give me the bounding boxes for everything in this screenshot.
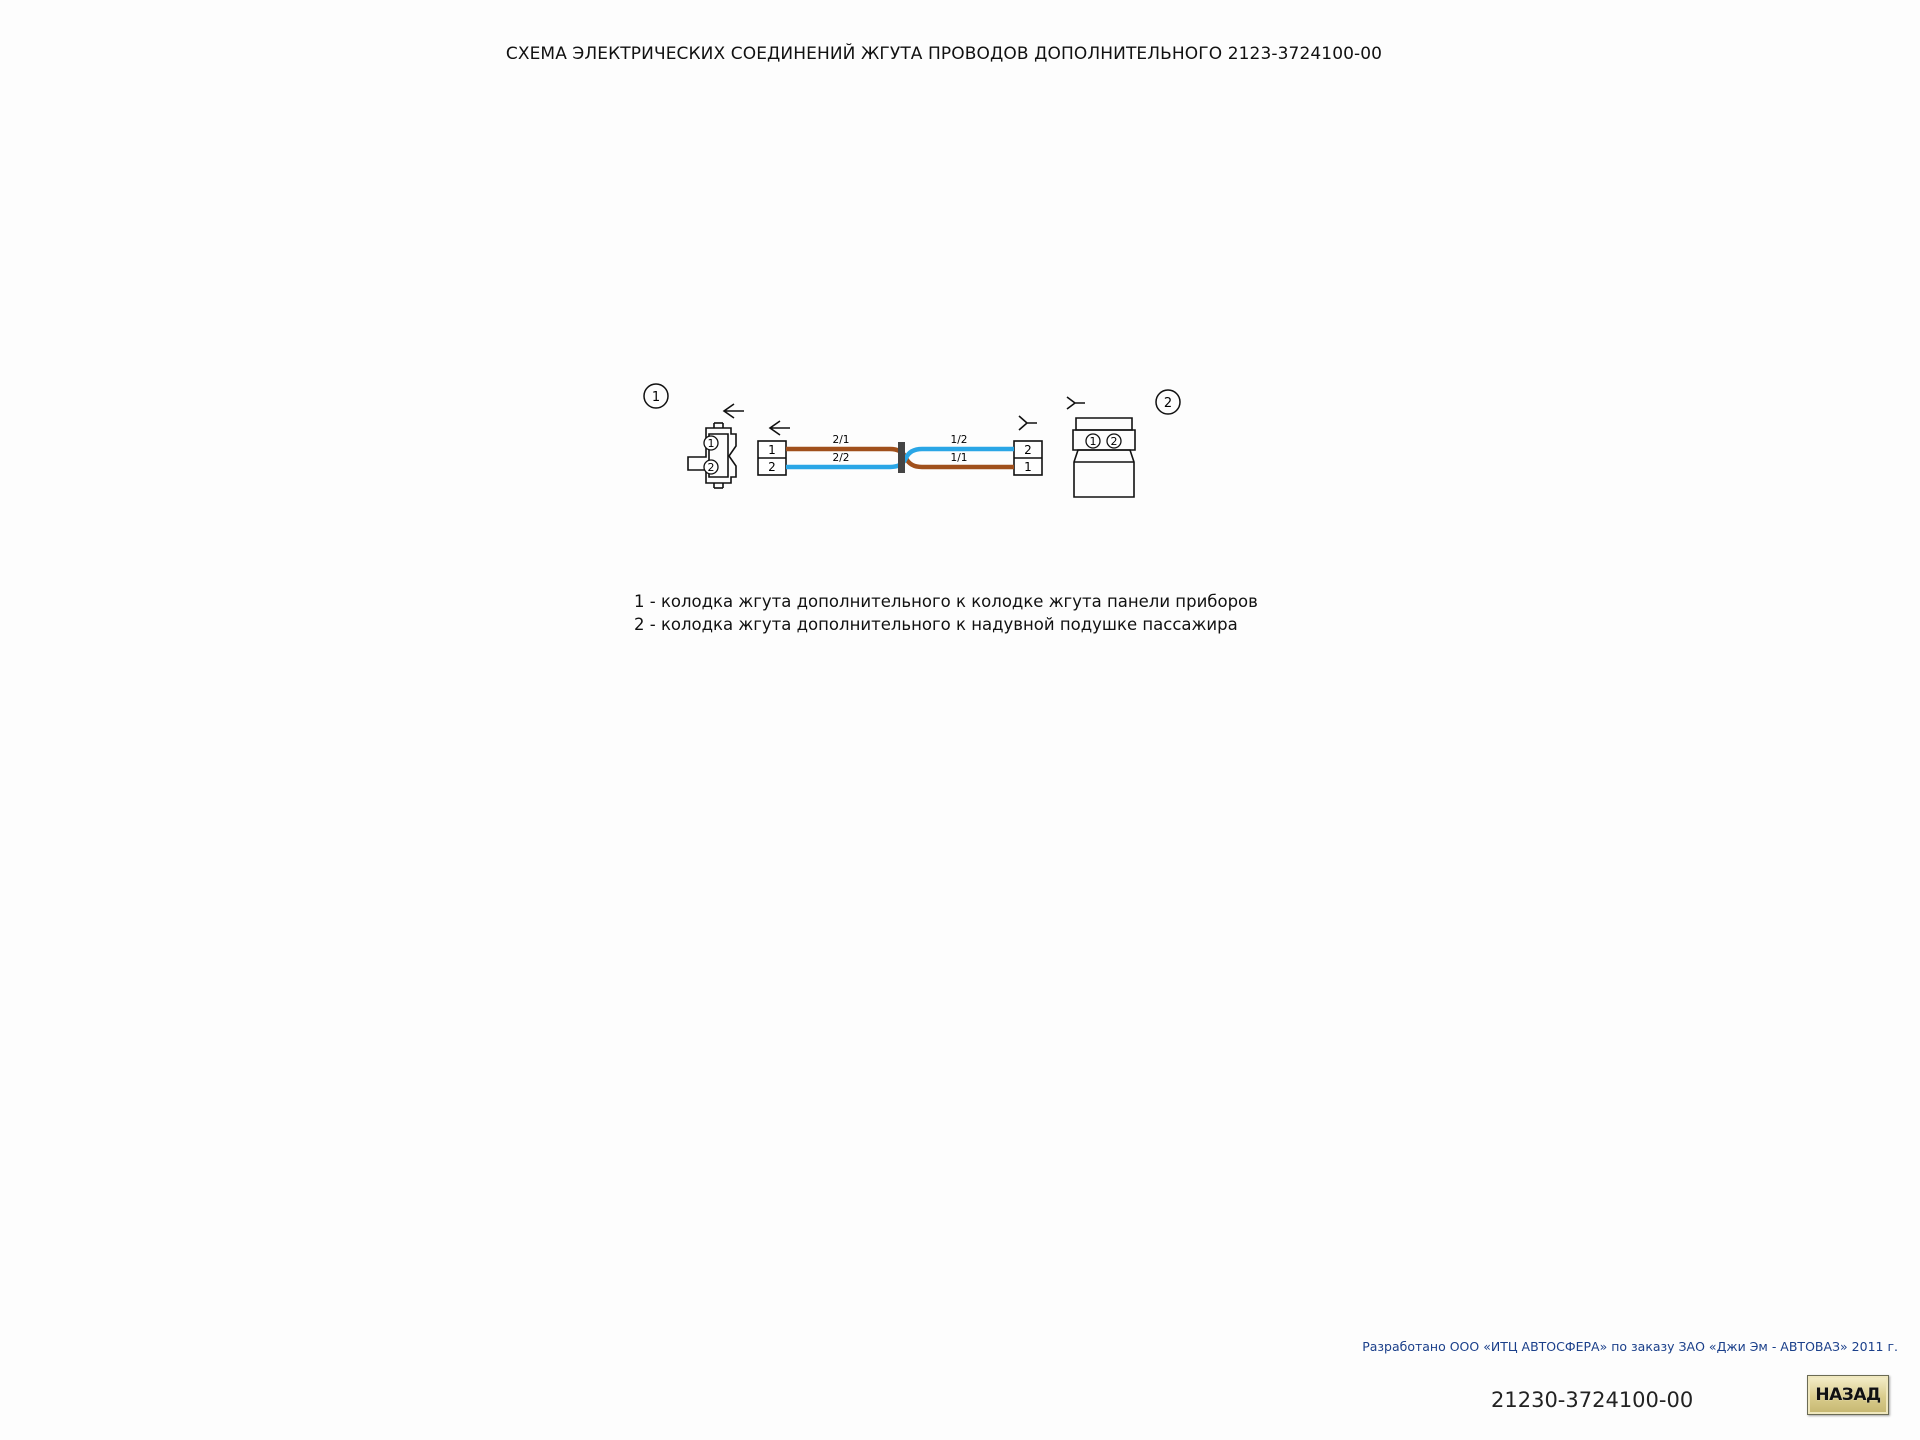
back-button[interactable]: НАЗАД (1807, 1375, 1889, 1415)
document-number: 21230-3724100-00 (1491, 1388, 1694, 1412)
svg-text:1: 1 (1089, 435, 1097, 448)
page-title: СХЕМА ЭЛЕКТРИЧЕСКИХ СОЕДИНЕНИЙ ЖГУТА ПРОВОДОВ ДОПОЛНИТЕЛЬНОГО 2123-3724100-00 (505, 44, 1383, 64)
svg-text:2: 2 (1110, 435, 1118, 448)
terminal-block-left (758, 441, 786, 475)
svg-text:1: 1 (707, 437, 715, 450)
arrow-left-terminal-icon (770, 421, 790, 435)
wire-label-right-top: 1/2 (950, 434, 968, 446)
svg-text:1: 1 (651, 390, 661, 405)
svg-text:2: 2 (1024, 443, 1032, 457)
fork-right-terminal-icon (1019, 416, 1037, 430)
svg-text:2: 2 (1163, 396, 1173, 411)
connector-left-pin-1 (704, 436, 718, 450)
connector-right-housing (1073, 418, 1135, 497)
connector-left-pin-2 (704, 460, 718, 474)
callout-1 (644, 384, 668, 408)
legend-item: 1 - колодка жгута дополнительного к колодке жгута панели приборов (634, 592, 1258, 611)
arrow-left-icon (724, 404, 744, 418)
fork-right-icon (1067, 397, 1085, 409)
legend (634, 590, 1258, 636)
connector-left-housing (688, 423, 736, 488)
wire-label-right-bottom: 1/1 (950, 452, 968, 464)
svg-text:2: 2 (707, 461, 715, 474)
svg-text:1: 1 (1024, 460, 1032, 474)
connector-right-pin-2 (1107, 434, 1121, 448)
wire-label-left-top: 2/1 (832, 434, 850, 446)
wire-label-left-bottom: 2/2 (832, 452, 850, 464)
connector-right-pin-1 (1086, 434, 1100, 448)
legend-item: 2 - колодка жгута дополнительного к надувной подушке пассажира (634, 615, 1238, 634)
terminal-block-right (1014, 441, 1042, 475)
svg-text:1: 1 (768, 443, 776, 457)
twist-marker (898, 442, 905, 473)
callout-2 (1156, 390, 1180, 414)
svg-text:2: 2 (768, 460, 776, 474)
credits-text: Разработано ООО «ИТЦ АВТОСФЕРА» по заказу ЗАО «Джи Эм - АВТОВАЗ» 2011 г. (1362, 1339, 1898, 1354)
